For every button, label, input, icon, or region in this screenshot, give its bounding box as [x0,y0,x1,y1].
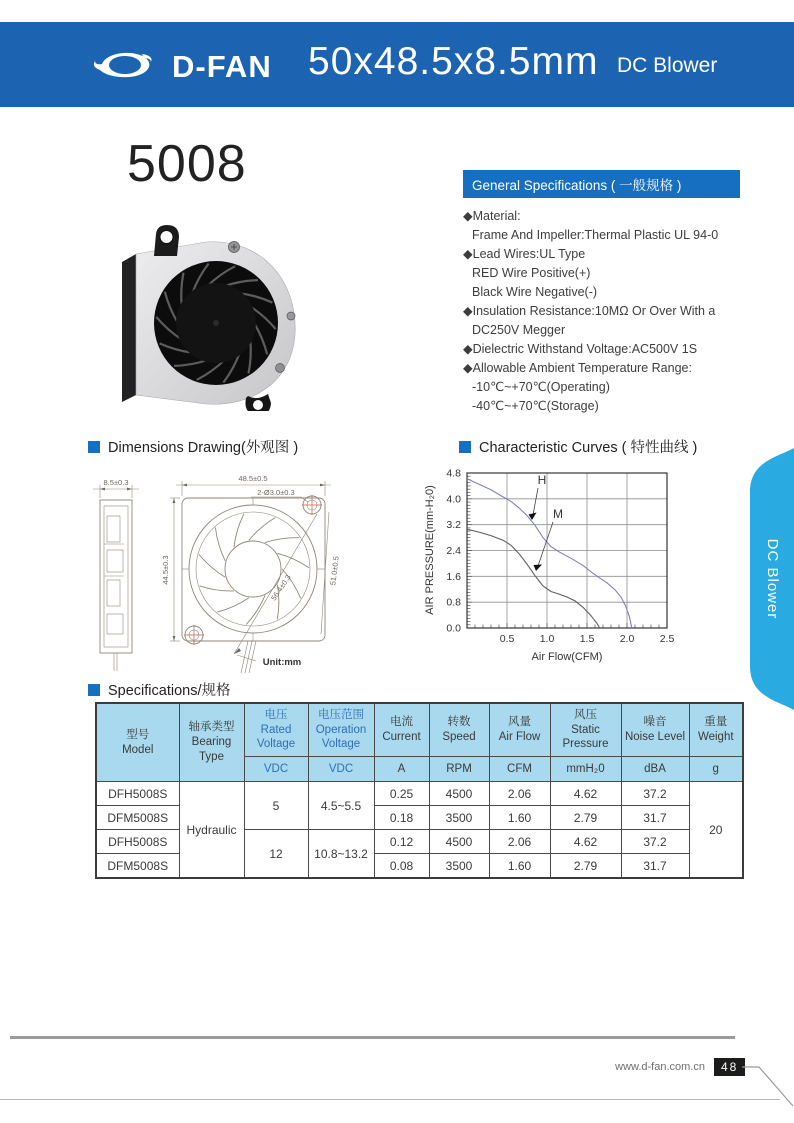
product-size: 50x48.5x8.5mm [308,40,599,83]
spec-table-title-text: Specifications/规格 [108,683,231,699]
cell-pressure: 4.62 [550,830,621,854]
svg-text:0.5: 0.5 [499,633,515,645]
col-header-airflow: 风量 Air Flow [489,703,550,757]
unit-weight: g [689,757,743,782]
footer-corner-decoration [741,1060,794,1108]
footer-bottom-rule [0,1099,780,1100]
cell-current: 0.18 [374,806,429,830]
col-header-weight: 重量 Weight [689,703,743,757]
product-type: DC Blower [617,54,718,77]
spec-row [96,782,743,806]
chart-ylabel: AIR PRESSURE(mm-H₂0) [424,485,436,615]
cell-speed: 3500 [429,854,489,879]
fan-screw-lower [276,364,285,373]
dimensions-section-title [88,436,298,457]
svg-text:48.5±0.5: 48.5±0.5 [238,474,268,483]
svg-text:44.5±0.3: 44.5±0.3 [161,555,170,585]
cell-noise: 31.7 [621,854,689,879]
cell-operation-voltage: 10.8~13.2 [308,830,374,879]
spec-item: ◆Dielectric Withstand Voltage:AC500V 1S [463,342,698,356]
cell-model: DFM5008S [96,806,179,830]
svg-text:2-Ø3.0±0.3: 2-Ø3.0±0.3 [257,488,295,497]
cell-airflow: 1.60 [489,854,550,879]
cell-model: DFM5008S [96,854,179,879]
unit-noise: dBA [621,757,689,782]
svg-text:0.8: 0.8 [446,596,461,609]
front-view-drawing [182,495,325,673]
cell-airflow: 2.06 [489,782,550,806]
spec-item: ◆Allowable Ambient Temperature Range: [463,361,692,375]
dim-thickness [93,478,139,498]
spec-table-section-title [88,679,231,700]
spec-item: ◆Lead Wires:UL Type [463,247,586,261]
dim-width [176,474,331,496]
general-specs-panel [463,170,740,416]
fan-mount-hole-bottom [253,400,264,411]
cell-noise: 31.7 [621,806,689,830]
section-bullet-icon [88,684,100,696]
cell-speed: 4500 [429,830,489,854]
brand-logo [92,46,272,88]
fan-mount-hole-top [160,231,173,244]
unit-operation-voltage: VDC [308,757,374,782]
model-number: 5008 [127,135,247,193]
page-number-badge: 48 [714,1058,745,1076]
brand-name: D-FAN [172,49,272,84]
cell-pressure: 2.79 [550,854,621,879]
svg-text:56.4±0.3: 56.4±0.3 [269,573,293,603]
header-bar [0,22,794,107]
cell-speed: 3500 [429,806,489,830]
col-header-current: 电流 Current [374,703,429,757]
cell-pressure: 2.79 [550,806,621,830]
impeller-blades-drawing [199,514,309,625]
spec-item: DC250V Megger [472,323,566,337]
svg-text:1.5: 1.5 [579,633,595,645]
fan-side-wall [122,254,136,402]
unit-airflow: CFM [489,757,550,782]
curves-title-text: Characteristic Curves ( 特性曲线 ) [479,440,698,456]
chart-plot-area [446,468,674,646]
svg-text:Unit:mm: Unit:mm [262,657,302,668]
cell-model: DFH5008S [96,782,179,806]
cell-operation-voltage: 4.5~5.5 [308,782,374,830]
fan-hub-center [213,320,219,326]
section-bullet-icon [88,441,100,453]
col-header-speed: 转数 Speed [429,703,489,757]
dim-height [161,498,180,641]
svg-text:1.6: 1.6 [446,570,461,583]
side-tab-dc-blower [748,448,794,710]
unit-current: A [374,757,429,782]
cell-noise: 37.2 [621,782,689,806]
cell-model: DFH5008S [96,830,179,854]
cell-current: 0.08 [374,854,429,879]
section-bullet-icon [459,441,471,453]
dim-diagonal [234,514,317,654]
spec-item: Frame And Impeller:Thermal Plastic UL 94-0 [472,228,719,242]
svg-text:2.0: 2.0 [619,633,635,645]
general-specs-list [463,207,740,416]
spec-item: -40℃~+70℃(Storage) [472,399,599,413]
fan-screw-right [287,312,295,320]
col-header-rated-voltage: 电压 Rated Voltage [244,703,308,757]
unit-rated-voltage: VDC [244,757,308,782]
fan-product-photo [104,196,309,411]
cell-bearing-type: Hydraulic [179,782,244,879]
specifications-table [95,702,744,879]
cell-current: 0.25 [374,782,429,806]
cell-airflow: 1.60 [489,806,550,830]
dim-holes [251,488,308,502]
cell-pressure: 4.62 [550,782,621,806]
cell-current: 0.12 [374,830,429,854]
svg-text:4.0: 4.0 [446,493,461,506]
cell-airflow: 2.06 [489,830,550,854]
unit-speed: RPM [429,757,489,782]
spec-item: -10℃~+70℃(Operating) [472,380,610,394]
cell-speed: 4500 [429,782,489,806]
cell-rated-voltage: 12 [244,830,308,879]
spec-item: RED Wire Positive(+) [472,266,591,280]
col-header-operation-voltage: 电压范围 Operation Voltage [308,703,374,757]
dimensions-title-text: Dimensions Drawing(外观图 ) [108,440,299,456]
curves-section-title [459,436,697,457]
series-label-h [529,473,547,520]
unit-pressure: mmH₂0 [550,757,621,782]
svg-text:M: M [553,507,563,521]
dfan-logo-icon [92,46,170,88]
dimensions-drawing [90,458,355,678]
general-specs-header: General Specifications ( 一般规格 ) [463,170,740,198]
svg-text:8.5±0.3: 8.5±0.3 [103,478,129,487]
svg-text:4.8: 4.8 [446,467,461,480]
spec-item: Black Wire Negative(-) [472,285,598,299]
svg-text:1.0: 1.0 [539,633,555,645]
svg-text:2.4: 2.4 [446,545,461,557]
cell-rated-voltage: 5 [244,782,308,830]
series-label-m [534,507,564,571]
chart-xlabel: Air Flow(CFM) [531,651,603,663]
side-tab-label: DC Blower [764,538,781,620]
spec-item: ◆Insulation Resistance:10MΩ Or Over With a [463,304,716,318]
svg-text:0.0: 0.0 [446,622,461,635]
svg-text:51.0±0.5: 51.0±0.5 [328,555,341,586]
footer-rule [10,1036,735,1039]
col-header-model: 型号 Model [96,703,179,782]
col-header-bearing: 轴承类型 Bearing Type [179,703,244,782]
footer-website: www.d-fan.com.cn [615,1061,705,1073]
side-view-drawing [100,500,132,671]
spec-item: ◆Material: [463,209,521,223]
svg-text:2.5: 2.5 [659,633,675,645]
characteristic-curves-chart [421,459,691,669]
cell-weight: 20 [689,782,743,879]
svg-text:H: H [537,473,547,487]
dim-side [321,512,341,634]
col-header-pressure: 风压 Static Pressure [550,703,621,757]
svg-text:3.2: 3.2 [446,519,461,532]
cell-noise: 37.2 [621,830,689,854]
col-header-noise: 噪音 Noise Level [621,703,689,757]
